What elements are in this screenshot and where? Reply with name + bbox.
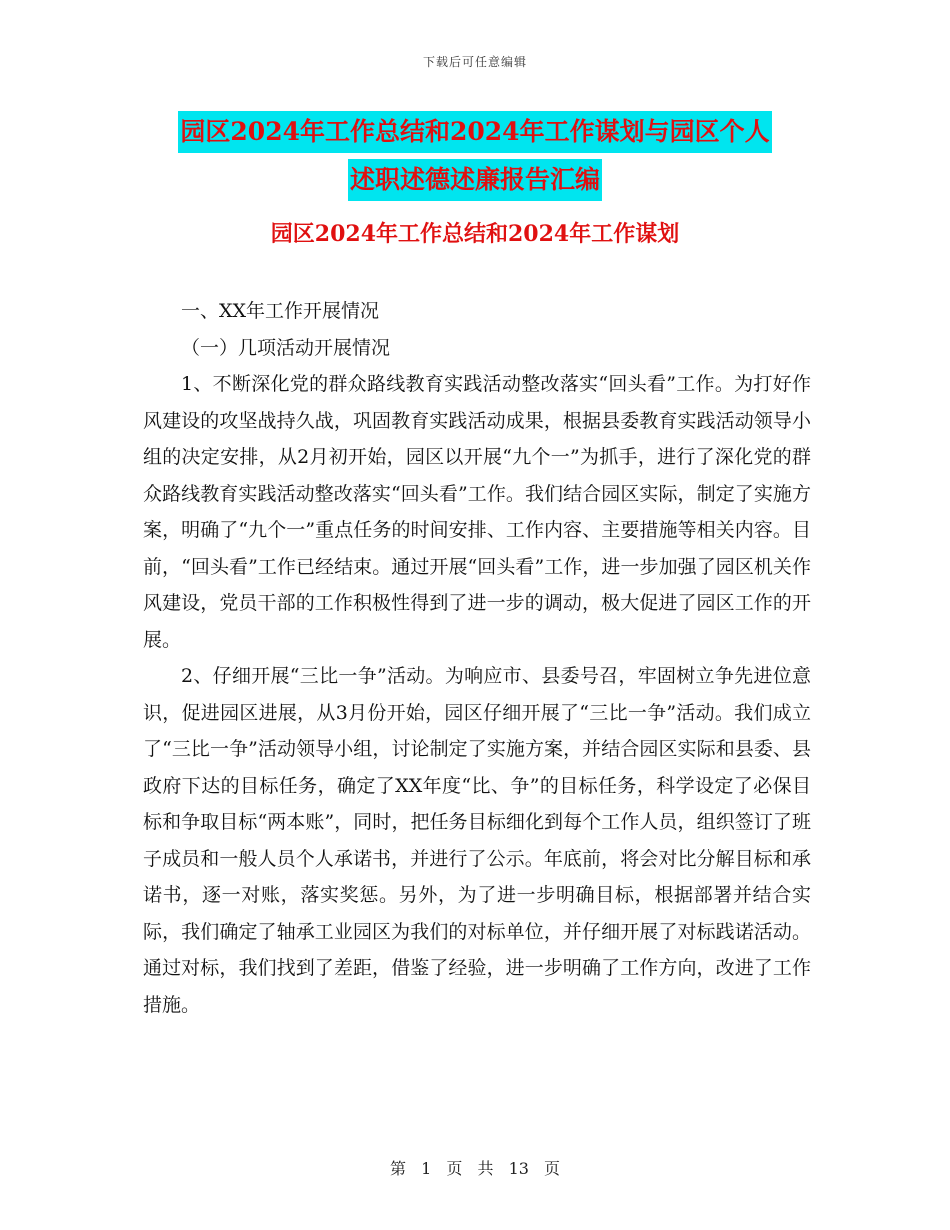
main-title-line1: 园区2024年工作总结和2024年工作谋划与园区个人 — [178, 111, 771, 153]
page-footer — [0, 1156, 950, 1179]
paragraph-2: 2、仔细开展“三比一争”活动。为响应市、县委号召，牢固树立争先进位意识，促进园区进展，从3月份开始，园区仔细开展了“三比一争”活动。我们成立了“三比一争”活动领导小组，讨论制定了实施方案，并结合园区实际和县委、县政府下达的目标任务，确定了XX年度“比、争”的目标任务，科学设定了必保目标和争取目标“两本账”，同时，把任务目标细化到每个工作人员，组织签订了班子成员和一般人员个人承诺书，并进行了公示。年底前，将会对比分解目标和承诺书，逐一对账，落实奖惩。另外，为了进一步明确目标，根据部署并结合实际，我们确定了轴承工业园区为我们的对标单位，并仔细开展了对标践诺活动。通过对标，我们找到了差距，借鉴了经验，进一步明确了工作方向，改进了工作措施。 — [143, 665, 811, 1016]
main-title-line2: 述职述德述廉报告汇编 — [348, 159, 602, 201]
paragraph-1: 1、不断深化党的群众路线教育实践活动整改落实“回头看”工作。为打好作风建设的攻坚战持久战，巩固教育实践活动成果，根据县委教育实践活动领导小组的决定安排，从2月初开始，园区以开展“九个一”为抓手，进行了深化党的群众路线教育实践活动整改落实“回头看”工作。我们结合园区实际，制定了实施方案，明确了“九个一”重点任务的时间安排、工作内容、主要措施等相关内容。目前，“回头看”工作已经结束。通过开展“回头看”工作，进一步加强了园区机关作风建设，党员干部的工作积极性得到了进一步的调动，极大促进了园区工作的开展。 — [143, 373, 811, 651]
footer-total-pages: 13 — [508, 1159, 529, 1178]
footer-suffix: 页 — [544, 1159, 561, 1178]
footer-mid: 页 — [446, 1159, 463, 1178]
sub-title: 园区2024年工作总结和2024年工作谋划 — [270, 221, 680, 247]
header-note: 下载后可任意编辑 — [422, 55, 527, 69]
footer-prefix: 第 — [389, 1159, 406, 1178]
footer-page-number: 1 — [421, 1159, 432, 1178]
section-heading: 一、XX年工作开展情况 — [181, 300, 380, 322]
section-subheading: （一）几项活动开展情况 — [181, 336, 391, 359]
footer-total-prefix: 共 — [477, 1159, 494, 1178]
main-title — [0, 108, 950, 204]
body-text — [143, 293, 811, 1023]
